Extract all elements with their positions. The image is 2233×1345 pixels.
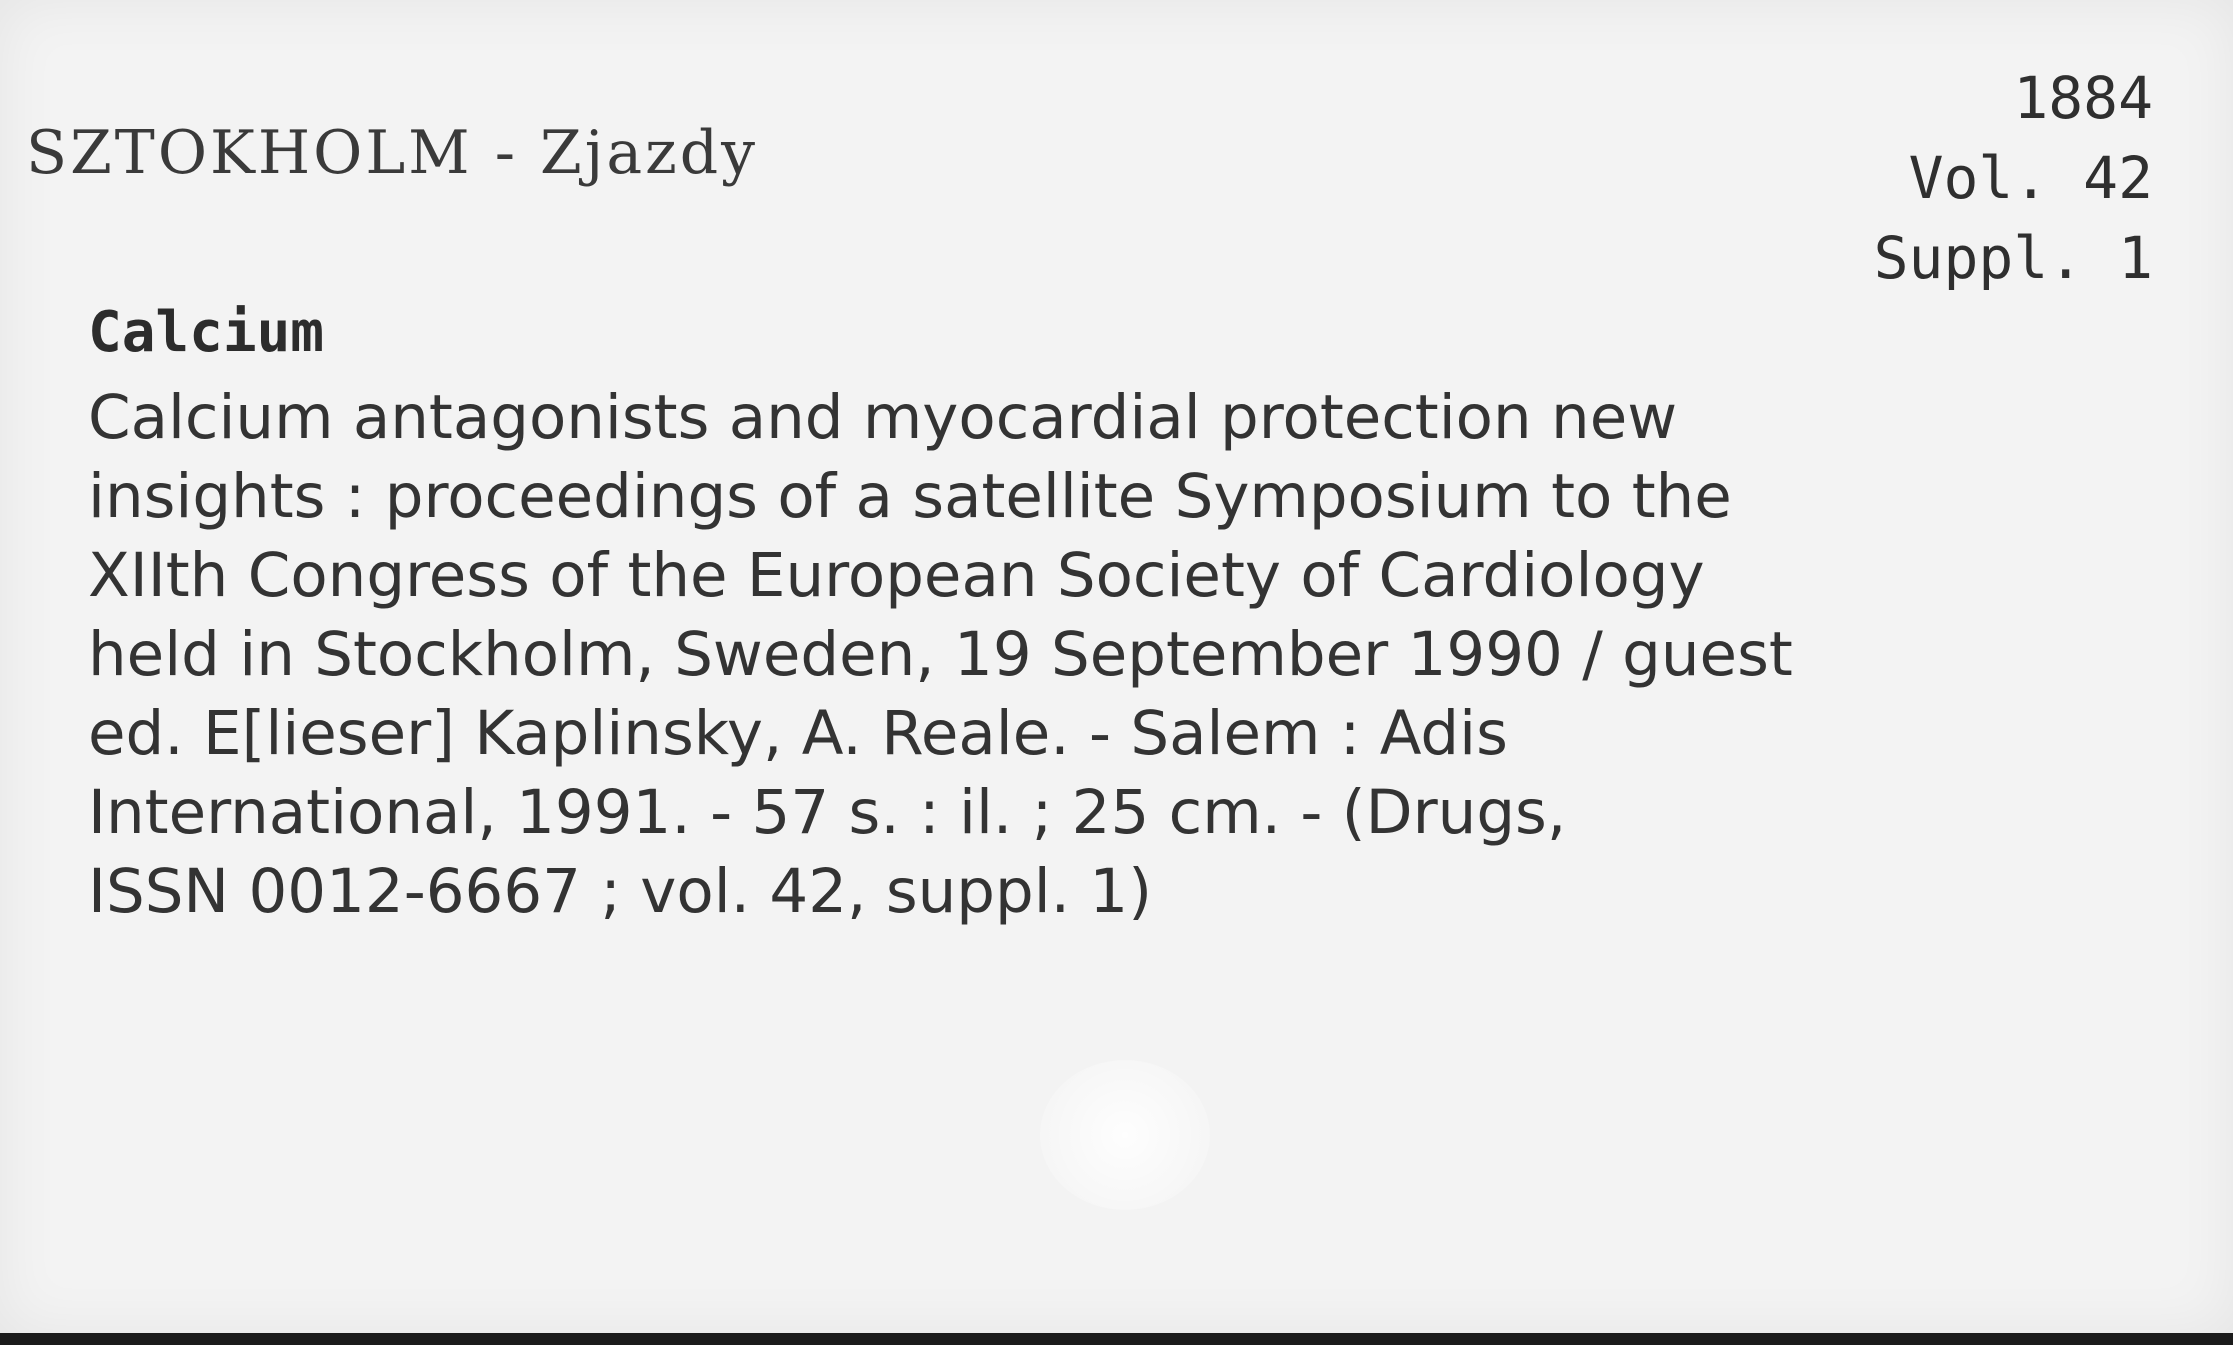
description-line: insights : proceedings of a satellite Symposium to the: [88, 461, 1732, 532]
description-line: Calcium antagonists and myocardial protection new: [88, 382, 1678, 453]
call-number-line: Vol. 42: [1908, 144, 2153, 212]
card-bottom-edge: [0, 1333, 2233, 1345]
description-line: ed. E[lieser] Kaplinsky, A. Reale. - Salem : Adis: [88, 698, 1508, 769]
description-line: ISSN 0012-6667 ; vol. 42, suppl. 1): [88, 856, 1153, 927]
subject-heading: Calcium: [88, 300, 325, 365]
call-number-line: Suppl. 1: [1873, 224, 2153, 292]
bibliographic-description: [88, 378, 2198, 931]
description-line: XIIth Congress of the European Society of Cardiology: [88, 540, 1705, 611]
call-number: [1874, 58, 2153, 298]
description-line: held in Stockholm, Sweden, 19 September 1990 / guest: [88, 619, 1793, 690]
smudge-mark: [1040, 1060, 1210, 1210]
description-line: International, 1991. - 57 s. : il. ; 25 cm. - (Drugs,: [88, 777, 1567, 848]
card-heading: SZTOKHOLM - Zjazdy: [26, 118, 759, 188]
call-number-line: 1884: [2013, 64, 2153, 132]
